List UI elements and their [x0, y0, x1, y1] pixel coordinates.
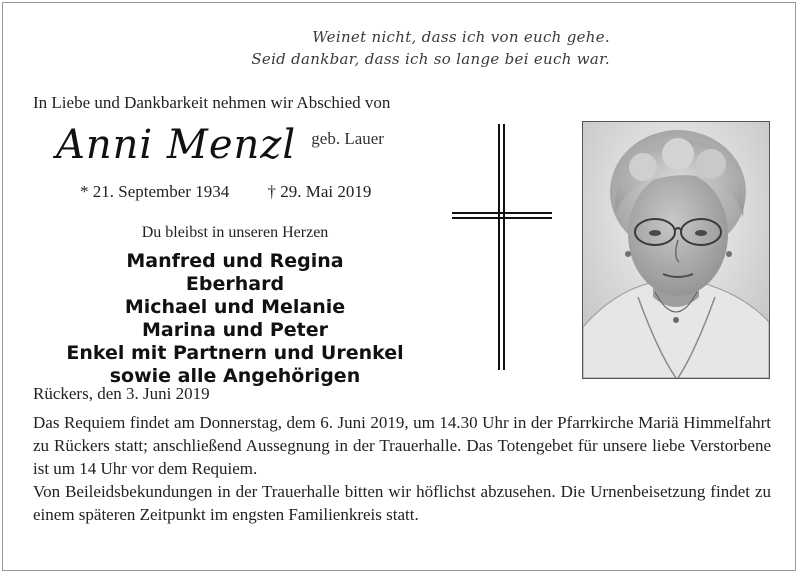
intro-text: In Liebe und Dankbarkeit nehmen wir Abschied von — [33, 93, 391, 112]
mourner-item: Eberhard — [185, 273, 285, 295]
poem-line-1: Weinet nicht, dass ich von euch gehe. — [312, 28, 610, 46]
service-information — [33, 411, 771, 526]
mourner-item: Enkel mit Partnern und Urenkel — [66, 342, 404, 364]
poem-line-2: Seid dankbar, dass ich so lange bei euch war. — [251, 50, 610, 68]
mourner-item: Michael und Melanie — [124, 296, 346, 318]
mourners-list — [0, 250, 470, 388]
portrait-illustration — [583, 122, 769, 378]
deceased-name: Anni Menzl — [56, 122, 297, 168]
birth-name: geb. Lauer — [311, 129, 384, 148]
death-date: † 29. Mai 2019 — [267, 182, 372, 201]
portrait-photo — [582, 121, 770, 379]
requiem-paragraph: Das Requiem findet am Donnerstag, dem 6. Juni 2019, um 14.30 Uhr in der Pfarrkirche Mariä Himmelfahrt zu Rückers statt; anschließend Aussegnung in der Trauerhalle. Das Totengebet für unsere liebe Verstorbene ist um 14 Uhr vor dem Requiem. — [33, 413, 771, 478]
cross-icon — [452, 124, 552, 370]
condolence-paragraph: Von Beileidsbekundungen in der Trauerhalle bitten wir höflichst abzusehen. Die Urnenbeisetzung findet zu einem späteren Zeitpunkt im engsten Familienkreis statt. — [33, 482, 771, 524]
mourner-item: Marina und Peter — [142, 319, 328, 341]
name-row — [56, 122, 384, 168]
mourner-item: Manfred und Regina — [126, 250, 344, 272]
life-dates — [80, 182, 371, 202]
heart-line: Du bleibst in unseren Herzen — [141, 224, 329, 241]
mourner-item: sowie alle Angehörigen — [109, 365, 361, 387]
birth-date: * 21. September 1934 — [80, 182, 230, 201]
place-and-date: Rückers, den 3. Juni 2019 — [33, 384, 210, 403]
poem — [190, 26, 610, 70]
